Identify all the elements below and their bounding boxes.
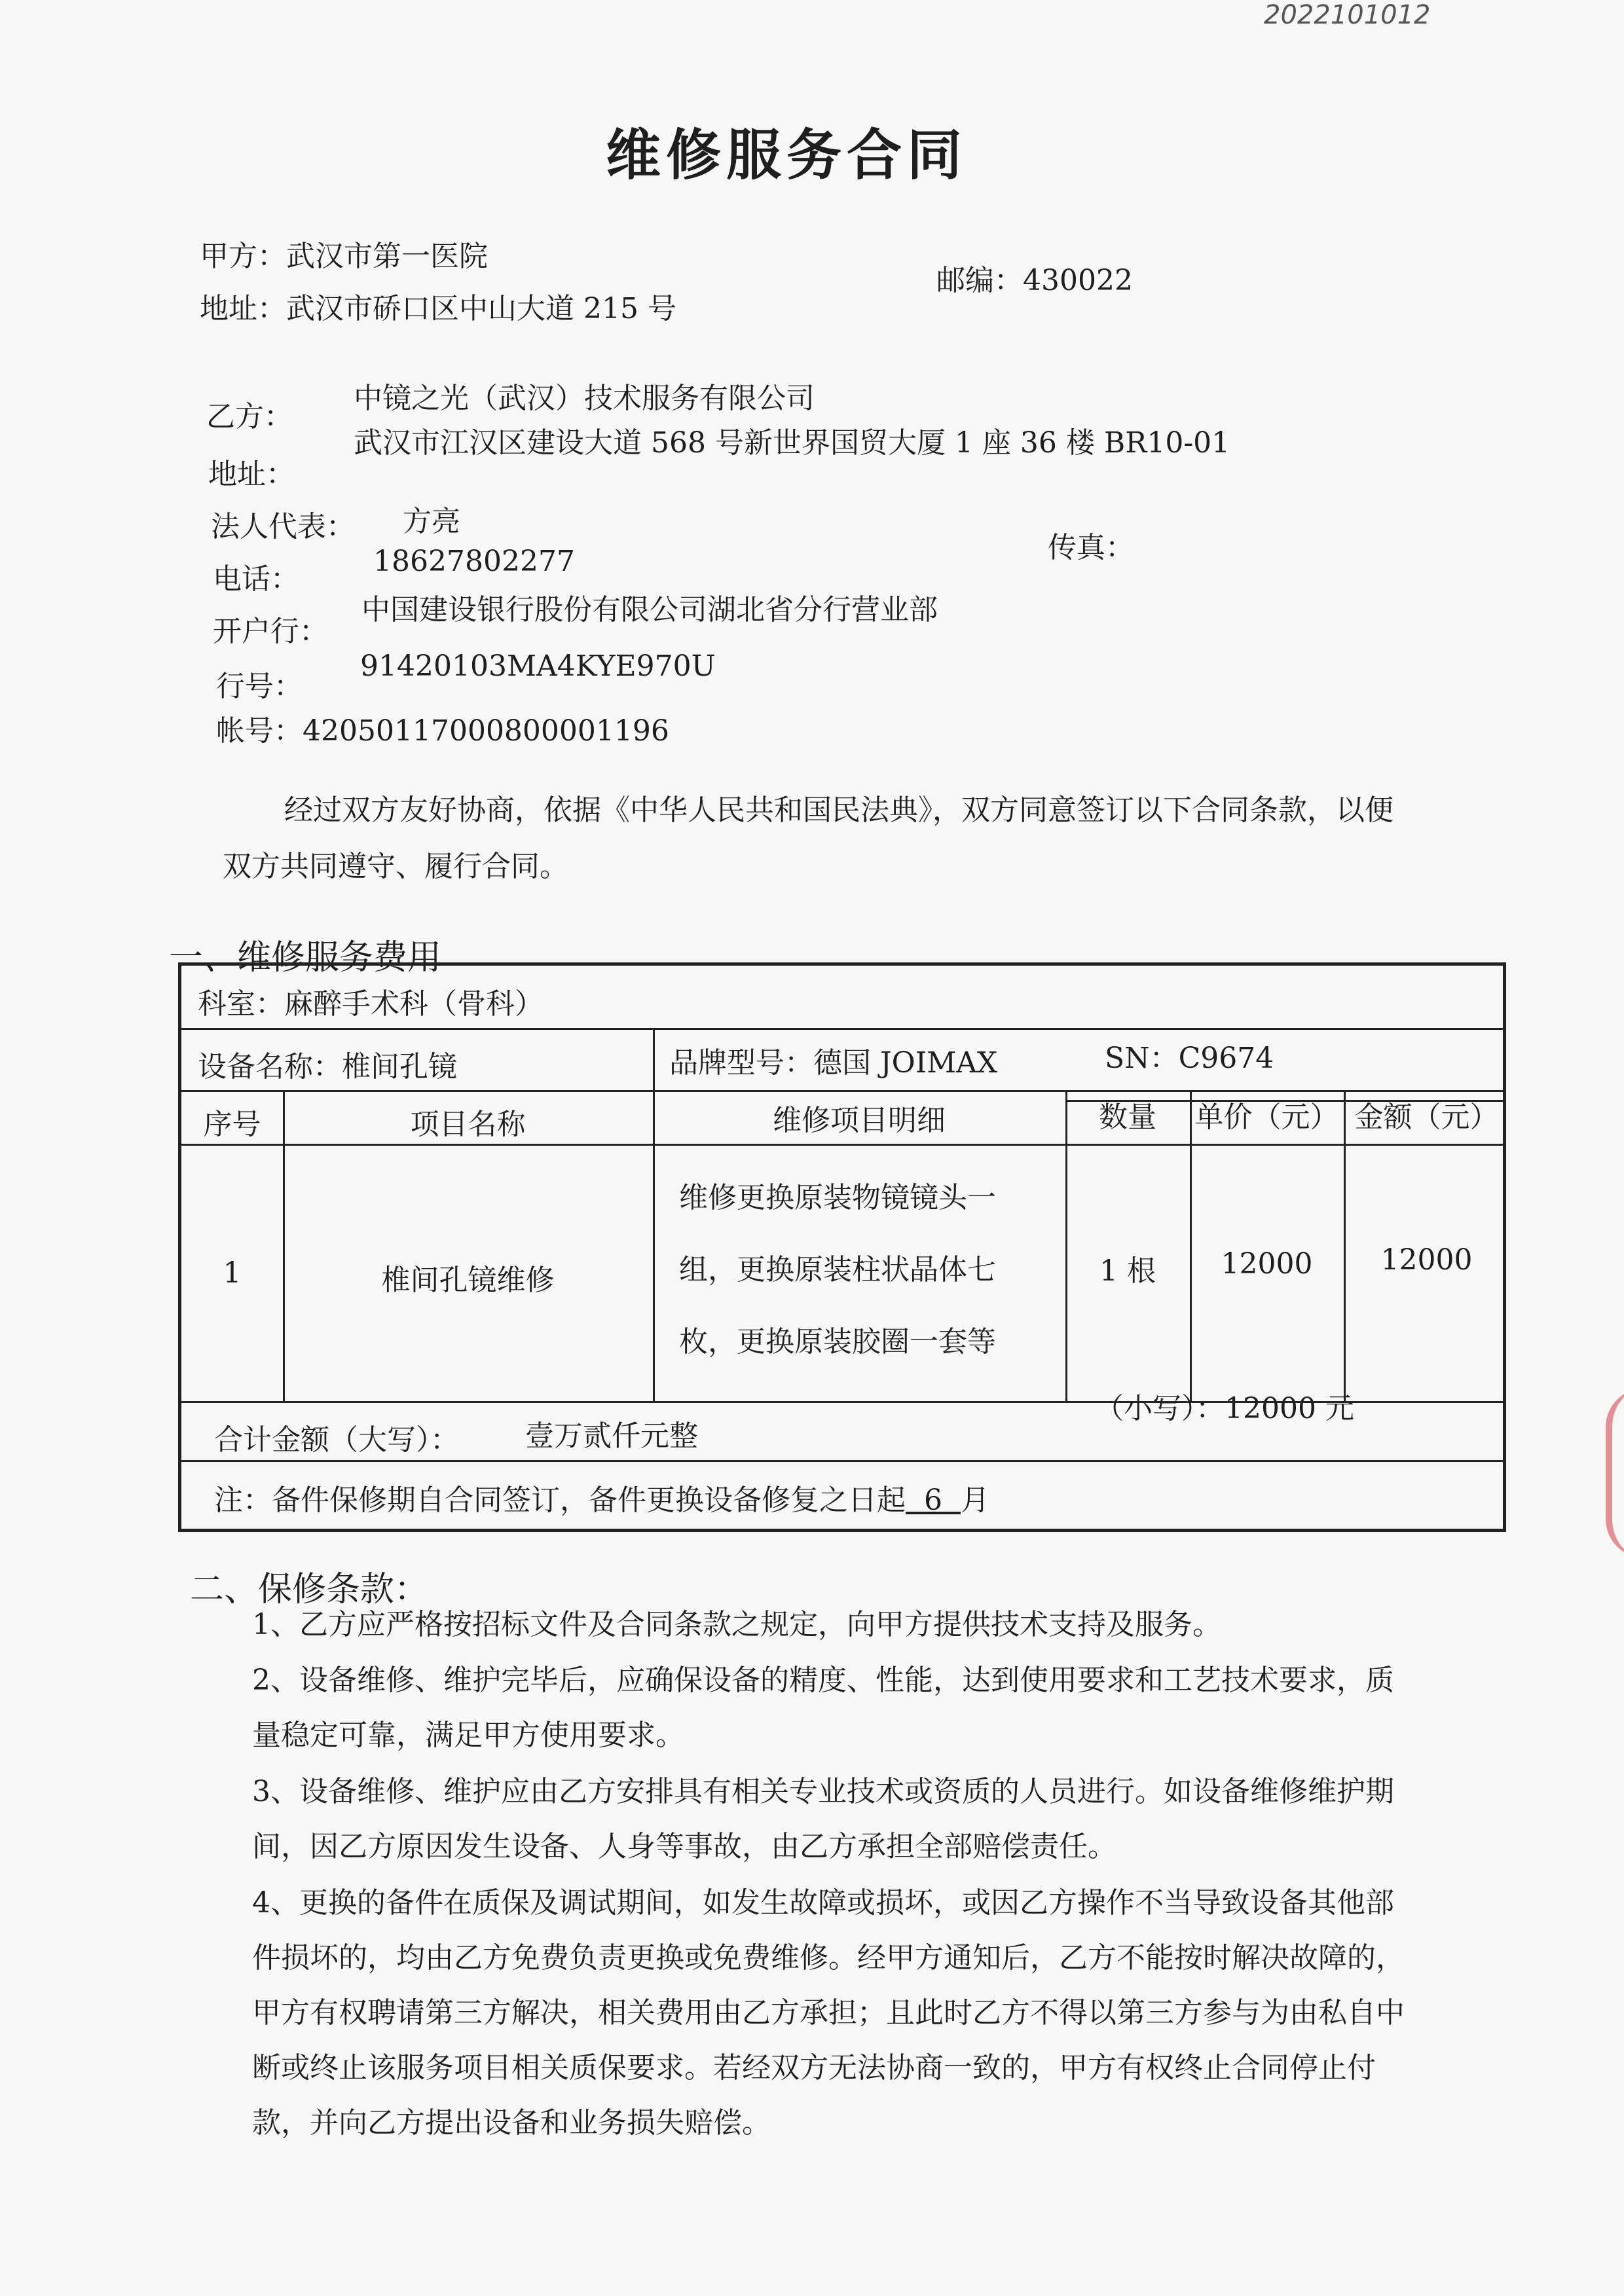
table-line: [1065, 1090, 1067, 1401]
table-total-label: 合计金额（大写）：: [214, 1423, 459, 1457]
clause-1: 1、乙方应严格按招标文件及合同条款之规定，向甲方提供技术支持及服务。: [252, 1608, 1221, 1641]
table-line: [1065, 1144, 1503, 1146]
table-row-detail-line: 枚，更换原装胶圈一套等: [679, 1325, 996, 1358]
table-row-detail: [679, 1162, 996, 1378]
party-b-bank-no-label: 行号：: [216, 670, 303, 703]
table-line: [1190, 1090, 1192, 1401]
table-row-item: 椎间孔镜维修: [381, 1264, 555, 1297]
party-a-name-label: 甲方：: [200, 240, 286, 273]
table-line: [653, 1028, 655, 1401]
repair-fee-table: [178, 962, 1506, 1532]
table-note-months-value: 6: [923, 1484, 942, 1517]
party-a-name-value: 武汉市第一医院: [286, 240, 488, 273]
party-b-bank-no: 91420103MA4KYE970U: [360, 649, 716, 683]
table-row-detail-line: 维修更换原装物镜镜头一: [679, 1181, 996, 1214]
table-row-amount: 12000: [1380, 1243, 1473, 1277]
party-a-postcode-value: 430022: [1023, 264, 1133, 297]
clause-2: 2、设备维修、维护完毕后，应确保设备的精度、性能，达到使用要求和工艺技术要求，质量稳定可靠，满足甲方使用要求。: [252, 1664, 1394, 1752]
intro-paragraph: 经过双方友好协商，依据《中华人民共和国民法典》，双方同意签订以下合同条款，以便双方共同遵守、履行合同。: [223, 793, 1393, 883]
party-b-bank: 中国建设银行股份有限公司湖北省分行营业部: [361, 593, 938, 627]
table-row-no: 1: [223, 1256, 242, 1290]
table-total-upper: 壹万贰仟元整: [525, 1419, 698, 1453]
party-a-address-label: 地址：: [200, 292, 286, 325]
party-b-rep: 方亮: [403, 505, 460, 538]
party-a-address-value: 武汉市硚口区中山大道 215 号: [286, 292, 676, 325]
party-b-phone-label: 电话：: [213, 562, 299, 596]
table-sn: SN：C9674: [1105, 1042, 1274, 1075]
party-a-name: [200, 232, 488, 274]
section-2-title: 二、保修条款：: [190, 1570, 429, 1609]
party-a-postcode-label: 邮编：: [936, 264, 1023, 297]
party-b-address-label: 地址：: [208, 458, 295, 491]
table-note-suffix: 月: [960, 1484, 989, 1517]
table-total-lower: [1095, 1385, 1354, 1427]
party-b-phone: 18627802277: [373, 545, 575, 578]
table-header-price: 单价（元）: [1194, 1101, 1339, 1134]
party-b-account-label: 帐号：: [216, 714, 303, 748]
table-line: [181, 1144, 1065, 1146]
party-b-fax-label: 传真：: [1048, 531, 1134, 564]
party-a-postcode: [936, 257, 1133, 299]
table-header-item: 项目名称: [410, 1108, 526, 1141]
table-brand: 品牌型号：德国 JOIMAX: [669, 1046, 998, 1080]
party-b-account-value: 42050117000800001196: [303, 714, 669, 748]
party-b-bank-label: 开户行：: [213, 615, 328, 648]
table-header-amount: 金额（元）: [1354, 1101, 1499, 1134]
table-total-lower-label: （小写）：: [1095, 1392, 1225, 1425]
table-line: [181, 1460, 1503, 1462]
table-note-prefix: 注：备件保修期自合同签订，备件更换设备修复之日起: [214, 1484, 906, 1517]
party-a-address: [200, 285, 676, 327]
clause-3: 3、设备维修、维护应由乙方安排具有相关专业技术或资质的人员进行。如设备维修维护期间，因乙方原因发生设备、人身等事故，由乙方承担全部赔偿责任。: [252, 1775, 1394, 1863]
red-seal-stamp-edge: [1606, 1388, 1624, 1558]
page-title: 维修服务合同: [606, 122, 968, 187]
table-row-price: 12000: [1221, 1247, 1313, 1281]
party-b-address: 武汉市江汉区建设大道 568 号新世界国贸大厦 1 座 36 楼 BR10-01: [354, 426, 1230, 460]
party-b-account: [216, 707, 669, 749]
table-total-lower-value: 12000 元: [1225, 1392, 1354, 1425]
table-warranty-note: [214, 1476, 989, 1518]
handwritten-date-note: 2022101012: [1264, 0, 1431, 30]
party-b-name: 中镜之光（武汉）技术服务有限公司: [354, 382, 815, 415]
table-row-detail-line: 组，更换原装柱状晶体七: [679, 1253, 996, 1286]
table-line: [181, 1090, 1503, 1092]
table-header-detail: 维修项目明细: [773, 1104, 946, 1137]
clause-4: 4、更换的备件在质保及调试期间，如发生故障或损坏，或因乙方操作不当导致设备其他部件损坏的，均由乙方免费负责更换或免费维修。经甲方通知后，乙方不能按时解决故障的，甲方有权聘请第三方解决，相关费用由乙方承担；且此时乙方不得以第三方参与为由私自中断或终止该服务项目相关质保要求。若经双方无法协商一致的，甲方有权终止合同停止付款，并向乙方提出设备和业务损失赔偿。: [252, 1886, 1405, 2140]
table-line: [181, 1028, 1503, 1030]
party-b-rep-label: 法人代表：: [211, 510, 355, 543]
section-1-title: 一、维修服务费用: [169, 938, 442, 977]
table-row-qty: 1 根: [1099, 1254, 1156, 1288]
table-header-no: 序号: [203, 1108, 261, 1141]
table-header-qty: 数量: [1099, 1101, 1156, 1134]
party-b-name-label: 乙方：: [206, 400, 293, 433]
table-note-months: [906, 1484, 961, 1517]
table-device-name: 设备名称：椎间孔镜: [198, 1050, 457, 1084]
table-dept: 科室：麻醉手术科（骨科）: [198, 987, 544, 1021]
